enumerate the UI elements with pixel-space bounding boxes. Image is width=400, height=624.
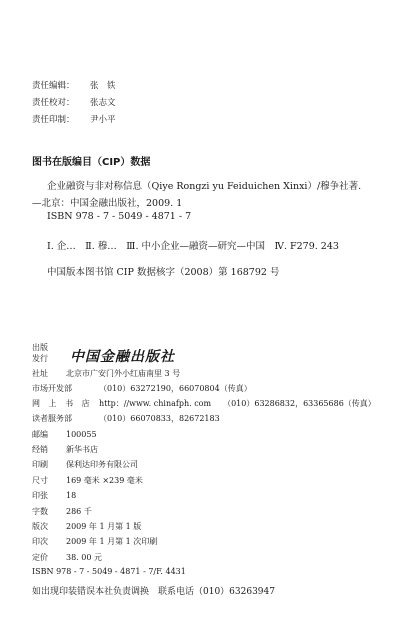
info-value: 100055 (66, 430, 97, 439)
info-sheets (32, 490, 76, 501)
info-label: 印刷 (32, 460, 48, 469)
credit-printing (32, 113, 116, 125)
publisher-label (32, 342, 48, 364)
info-label: 邮编 (32, 430, 48, 439)
info-value: 新华书店 (66, 445, 98, 454)
info-label: 尺寸 (32, 476, 48, 485)
info-label: 印张 (32, 491, 48, 500)
cip-title-line: 企业融资与非对称信息（Qiye Rongzi yu Feiduichen Xinxi）/穆争社著. (47, 181, 362, 192)
info-value: （010）66070833，82672183 (99, 414, 220, 423)
info-postcode (32, 429, 97, 440)
info-value: 保利达印务有限公司 (66, 460, 138, 469)
info-label: ISBN (32, 567, 54, 576)
info-printing (32, 536, 157, 547)
cip-classification-line: Ⅰ. 企… Ⅱ. 穆… Ⅲ. 中小企业—融资—研究—中国 Ⅳ. F279. 243 (47, 241, 339, 252)
info-online-store (32, 398, 376, 409)
info-value: （010）63272190，66070804（传真） (99, 384, 252, 393)
info-label: 字数 (32, 507, 48, 516)
info-price (32, 552, 102, 563)
credit-value: 张志文 (90, 98, 116, 108)
info-value: 北京市广安门外小红庙南里 3 号 (66, 369, 181, 378)
info-printer (32, 459, 138, 470)
credit-editor (32, 79, 116, 91)
info-value: 2009 年 1 月第 1 次印刷 (66, 537, 158, 546)
cip-record-line: 中国版本图书馆 CIP 数据核字（2008）第 168792 号 (47, 267, 280, 278)
info-label: 经销 (32, 445, 48, 454)
info-value: 18 (66, 491, 77, 500)
credit-label: 责任编辑： (32, 81, 75, 91)
footer-notice: 如出现印装错误本社负责调换 联系电话（010）63263947 (32, 587, 275, 597)
info-size (32, 475, 143, 486)
info-label: 网 上 书 店 (32, 399, 93, 408)
info-address (32, 368, 180, 379)
cip-isbn-line: ISBN 978 - 7 - 5049 - 4871 - 7 (47, 211, 192, 222)
cip-heading: 图书在版编目（CIP）数据 (32, 157, 151, 168)
info-edition (32, 521, 141, 532)
info-isbn (32, 567, 186, 576)
credit-label: 责任印制： (32, 115, 75, 125)
credit-value: 尹小平 (90, 115, 116, 125)
info-label: 版次 (32, 522, 48, 531)
info-reader-service (32, 413, 220, 424)
cip-publisher-line: —北京：中国金融出版社，2009. 1 (32, 198, 183, 209)
info-label: 定价 (32, 553, 48, 562)
credit-value: 张 铁 (90, 81, 116, 91)
info-value: 169 毫米 ×239 毫米 (66, 476, 143, 485)
info-distributor (32, 444, 98, 455)
info-value: 286 千 (66, 507, 92, 516)
info-label: 市场开发部 (32, 384, 72, 393)
info-label: 社址 (32, 369, 48, 378)
info-value: 2009 年 1 月第 1 版 (66, 522, 142, 531)
info-value: 38. 00 元 (66, 553, 102, 562)
info-label: 读者服务部 (32, 414, 72, 423)
info-value: 978 - 7 - 5049 - 4871 - 7/F. 4431 (56, 567, 186, 576)
publisher-logo: 中国金融出版社 (70, 349, 175, 365)
publisher-label-line2: 发行 (32, 354, 48, 363)
info-value: http：//www. chinafph. com （010）63286832，63365686（传真） (99, 399, 376, 408)
credit-proofreader (32, 96, 116, 108)
credit-label: 责任校对： (32, 98, 75, 108)
info-word-count (32, 506, 92, 517)
publisher-label-line1: 出版 (32, 343, 48, 352)
info-marketing (32, 383, 252, 394)
info-label: 印次 (32, 537, 48, 546)
